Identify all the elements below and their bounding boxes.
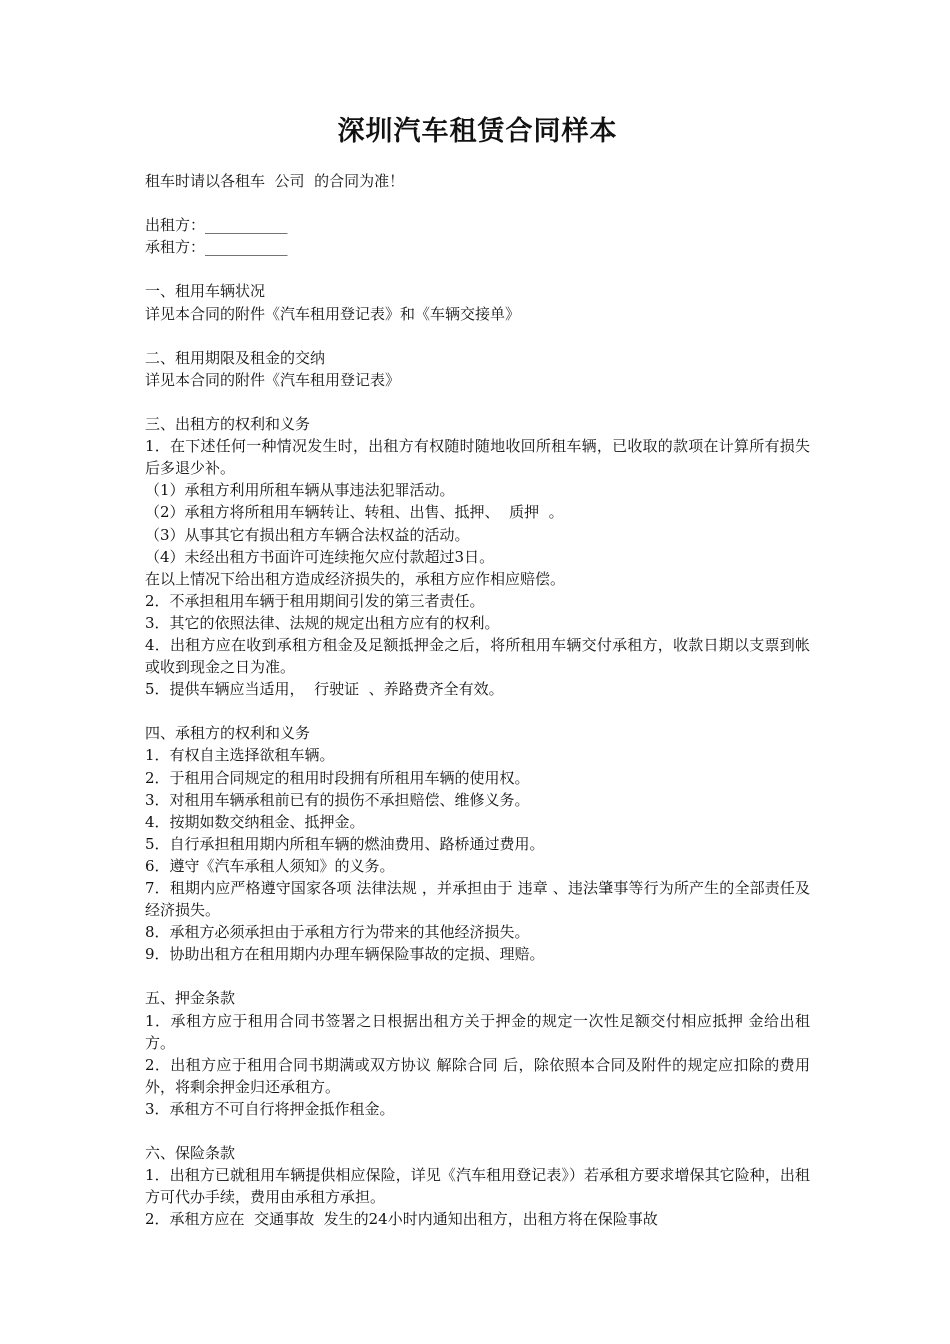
section-line: 在以上情况下给出租方造成经济损失的，承租方应作相应赔偿。 <box>145 569 566 588</box>
section-line: 1．出租方已就租用车辆提供相应保险，详见《汽车租用登记表》）若承租方要求增保其它险种，出租方可代办手续，费用由承租方承担。 <box>145 1166 810 1207</box>
section-line: 2．出租方应于租用合同书期满或双方协议 解除合同 后，除依照本合同及附件的规定应扣除的费用外，将剩余押金归还承租方。 <box>145 1055 810 1096</box>
section-line: 3．对租用车辆承租前已有的损伤不承担赔偿、维修义务。 <box>145 790 530 809</box>
section-line: （4）未经出租方书面许可连续拖欠应付款超过3日。 <box>145 547 495 566</box>
section-line: 1．承租方应于租用合同书签署之日根据出租方关于押金的规定一次性足额交付相应抵押 金给出租方。 <box>145 1011 810 1052</box>
section-line: 2．承租方应在 交通事故 发生的24小时内通知出租方，出租方将在保险事故 <box>145 1210 658 1229</box>
section-heading: 二、租用期限及租金的交纳 <box>145 348 326 367</box>
section-line: 详见本合同的附件《汽车租用登记表》和《车辆交接单》 <box>145 304 521 323</box>
section-line: 8．承租方必须承担由于承租方行为带来的其他经济损失。 <box>145 923 530 942</box>
blank-line <box>145 965 810 987</box>
section-line: 3．其它的依照法律、法规的规定出租方应有的权利。 <box>145 613 500 632</box>
section-line: 7．租期内应严格遵守国家各项 法律法规 ，并承担由于 违章 、违法肇事等行为所产生的全部责任及经济损失。 <box>145 879 810 920</box>
lessee-line: 承租方：___________ <box>145 238 288 257</box>
blank-line <box>145 700 810 722</box>
section-heading: 一、租用车辆状况 <box>145 282 266 301</box>
section-line: （2）承租方将所租用车辆转让、转租、出售、抵押、 质押 。 <box>145 503 564 522</box>
section-line: 2．不承担租用车辆于租用期间引发的第三者责任。 <box>145 591 485 610</box>
section-heading: 四、承租方的权利和义务 <box>145 724 311 743</box>
blank-line <box>145 1120 810 1142</box>
blank-line <box>145 391 810 413</box>
document-title: 深圳汽车租赁合同样本 <box>337 116 618 147</box>
section-line: 3．承租方不可自行将押金抵作租金。 <box>145 1099 395 1118</box>
section-line: 4．出租方应在收到承租方租金及足额抵押金之后，将所租用车辆交付承租方，收款日期以支票到帐或收到现金之日为准。 <box>145 635 810 677</box>
section-line: 2．于租用合同规定的租用时段拥有所租用车辆的使用权。 <box>145 768 530 787</box>
blank-line <box>145 325 810 347</box>
notice-line: 租车时请以各租车 公司 的合同为准！ <box>145 172 405 190</box>
section-line: 4．按期如数交纳租金、抵押金。 <box>145 812 365 831</box>
section-line: （1）承租方利用所租车辆从事违法犯罪活动。 <box>145 481 455 500</box>
section-line: 5．自行承担租用期内所租车辆的燃油费用、路桥通过费用。 <box>145 834 545 853</box>
blank-line <box>145 258 810 280</box>
section-heading: 五、押金条款 <box>145 989 236 1008</box>
section-line: 6．遵守《汽车承租人须知》的义务。 <box>145 856 395 875</box>
section-line: 1．有权自主选择欲租车辆。 <box>145 746 335 765</box>
section-line: （3）从事其它有损出租方车辆合法权益的活动。 <box>145 525 470 544</box>
document-body <box>145 170 810 1231</box>
section-line: 5．提供车辆应当适用， 行驶证 、养路费齐全有效。 <box>145 680 504 699</box>
blank-line <box>145 192 810 214</box>
section-line: 1．在下述任何一种情况发生时，出租方有权随时随地收回所租车辆，已收取的款项在计算所有损失后多退少补。 <box>145 437 810 478</box>
section-heading: 六、保险条款 <box>145 1144 236 1163</box>
section-line: 9．协助出租方在租用期内办理车辆保险事故的定损、理赔。 <box>145 945 545 964</box>
section-line: 详见本合同的附件《汽车租用登记表》 <box>145 370 401 389</box>
lessor-line: 出租方：___________ <box>145 216 288 235</box>
section-heading: 三、出租方的权利和义务 <box>145 415 311 434</box>
